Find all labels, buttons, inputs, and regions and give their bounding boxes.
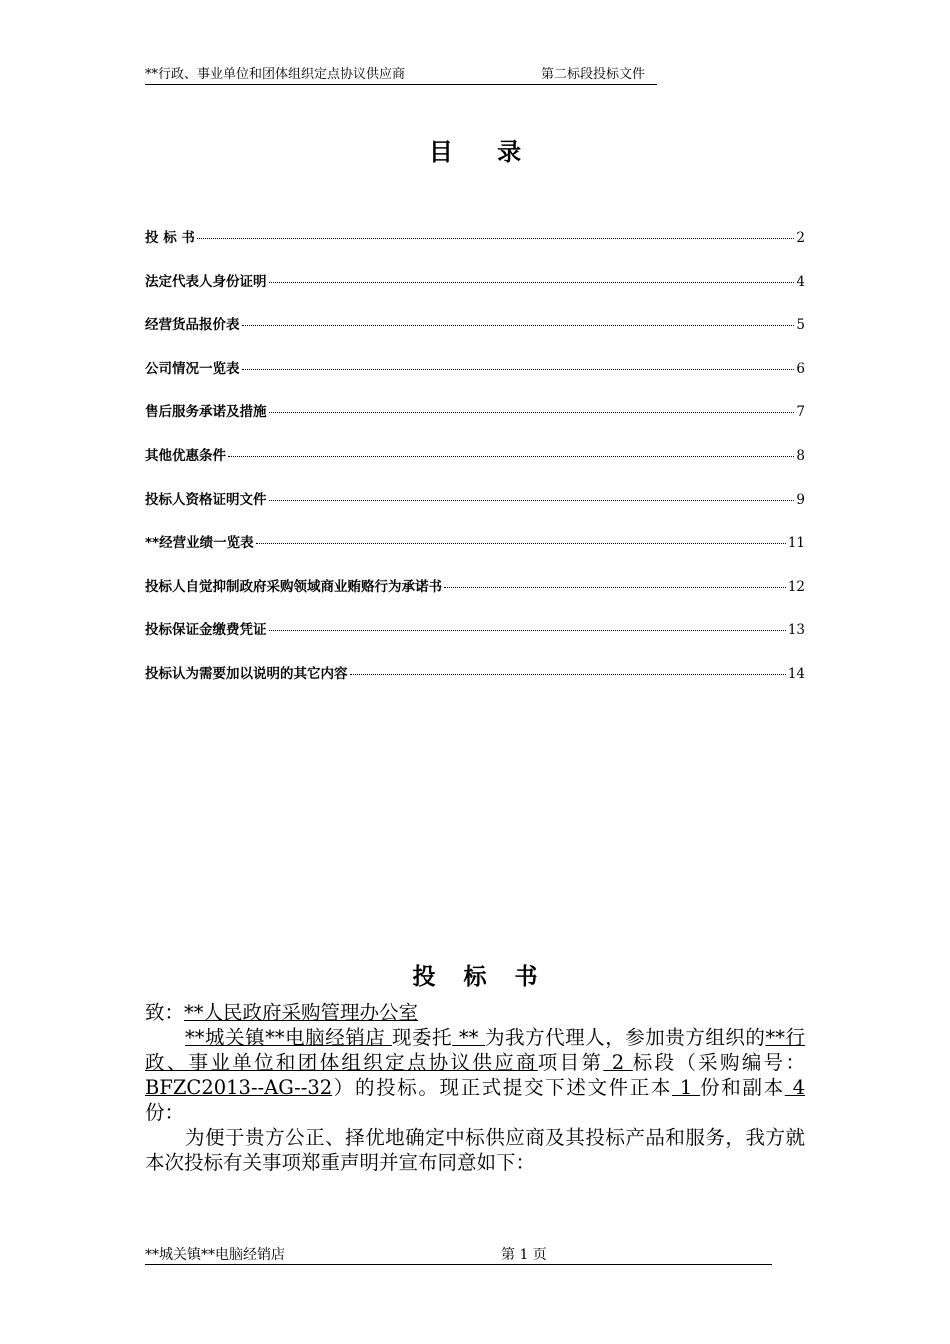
toc-entry[interactable]: [145, 531, 805, 575]
paragraph-declaration: 为便于贵方公正、择优地确定中标供应商及其投标产品和服务，我方就本次投标有关事项郑重声明并宣布同意如下：: [145, 1126, 805, 1174]
originals-count: 1: [672, 1076, 701, 1099]
header-right-text: 第二标段投标文件: [541, 67, 646, 82]
toc-entry[interactable]: [145, 575, 805, 619]
toc-dot-leader: [269, 630, 786, 631]
header-left-text: **行政、事业单位和团体组织定点协议供应商: [145, 67, 406, 82]
text-segment: 项目第: [537, 1051, 604, 1074]
toc-entry-label: 经营货品报价表: [145, 317, 240, 334]
toc-entry-label: 法定代表人身份证明: [145, 273, 267, 290]
toc-entry-label: 投标人自觉抑制政府采购领域商业贿赂行为承诺书: [145, 578, 442, 595]
toc-entry-page: 5: [796, 317, 805, 334]
text-segment: 现委托: [392, 1026, 453, 1049]
text-segment: ）的投标。现正式提交下述文件正本: [332, 1076, 673, 1099]
addressee-line: [145, 1000, 805, 1025]
toc-entry[interactable]: [145, 313, 805, 357]
addressee-prefix: 致：: [145, 1001, 185, 1024]
toc-entry[interactable]: [145, 226, 805, 270]
toc-dot-leader: [269, 282, 795, 283]
toc-dot-leader: [256, 543, 786, 544]
paragraph-commission: [145, 1025, 805, 1125]
toc-entry-label: 投标人资格证明文件: [145, 491, 267, 508]
toc-entry-page: 4: [796, 273, 805, 290]
addressee-org: **人民政府采购管理办公室: [184, 1001, 419, 1024]
toc-entry-label: **经营业绩一览表: [145, 535, 254, 552]
toc-dot-leader: [269, 412, 795, 413]
bidder-name: **城关镇**电脑经销店: [185, 1026, 392, 1049]
project-name: **行政、事业单位和团体组织定点协议供应商: [145, 1026, 805, 1074]
toc-dot-leader: [242, 325, 795, 326]
toc-entry[interactable]: [145, 400, 805, 444]
lot-number: 2: [603, 1051, 633, 1074]
toc-entry[interactable]: [145, 488, 805, 532]
toc-entry-label: 其他优惠条件: [145, 447, 226, 464]
toc-entry-label: 投 标 书: [145, 230, 195, 246]
text-segment: 标段（采购编号：: [632, 1051, 805, 1074]
footer-left-text: **城关镇**电脑经销店: [145, 1247, 285, 1263]
toc-entry-label: 售后服务承诺及措施: [145, 404, 267, 421]
toc-entry-page: 9: [796, 491, 805, 508]
toc-entry-page: 8: [796, 447, 805, 464]
table-of-contents: [145, 226, 805, 706]
page-footer: [145, 1246, 772, 1265]
toc-dot-leader: [350, 674, 786, 675]
toc-entry-label: 投标保证金缴费凭证: [145, 622, 267, 639]
text-segment: 份和副本: [700, 1076, 785, 1099]
toc-dot-leader: [228, 456, 794, 457]
procurement-code: BFZC2013--AG--32: [145, 1076, 333, 1099]
toc-title: 目 录: [428, 138, 540, 166]
agent-name: **: [452, 1026, 486, 1049]
toc-entry-page: 12: [787, 578, 805, 595]
text-segment: 为我方代理人，参加贵方组织的: [485, 1026, 766, 1049]
toc-entry-page: 14: [787, 665, 805, 682]
toc-entry-page: 7: [796, 404, 805, 421]
toc-dot-leader: [444, 587, 786, 588]
toc-entry-label: 投标认为需要加以说明的其它内容: [145, 665, 348, 682]
toc-entry[interactable]: [145, 662, 805, 706]
toc-entry-page: 6: [796, 360, 805, 377]
bid-letter-body: [145, 1000, 805, 1175]
toc-dot-leader: [197, 238, 795, 239]
page-header: [145, 66, 657, 85]
section-title: 投 标 书: [412, 964, 548, 990]
toc-dot-leader: [269, 500, 795, 501]
toc-entry-page: 11: [787, 535, 805, 552]
toc-entry-page: 13: [787, 622, 805, 639]
toc-entry-label: 公司情况一览表: [145, 360, 240, 377]
text-segment: 份：: [145, 1101, 185, 1124]
toc-entry[interactable]: [145, 357, 805, 401]
toc-dot-leader: [242, 369, 795, 370]
toc-entry-page: 2: [796, 230, 805, 246]
toc-entry[interactable]: [145, 618, 805, 662]
footer-page-number: 第 1 页: [501, 1247, 547, 1263]
toc-entry[interactable]: [145, 444, 805, 488]
toc-entry[interactable]: [145, 270, 805, 314]
copies-count: 4: [784, 1076, 805, 1099]
